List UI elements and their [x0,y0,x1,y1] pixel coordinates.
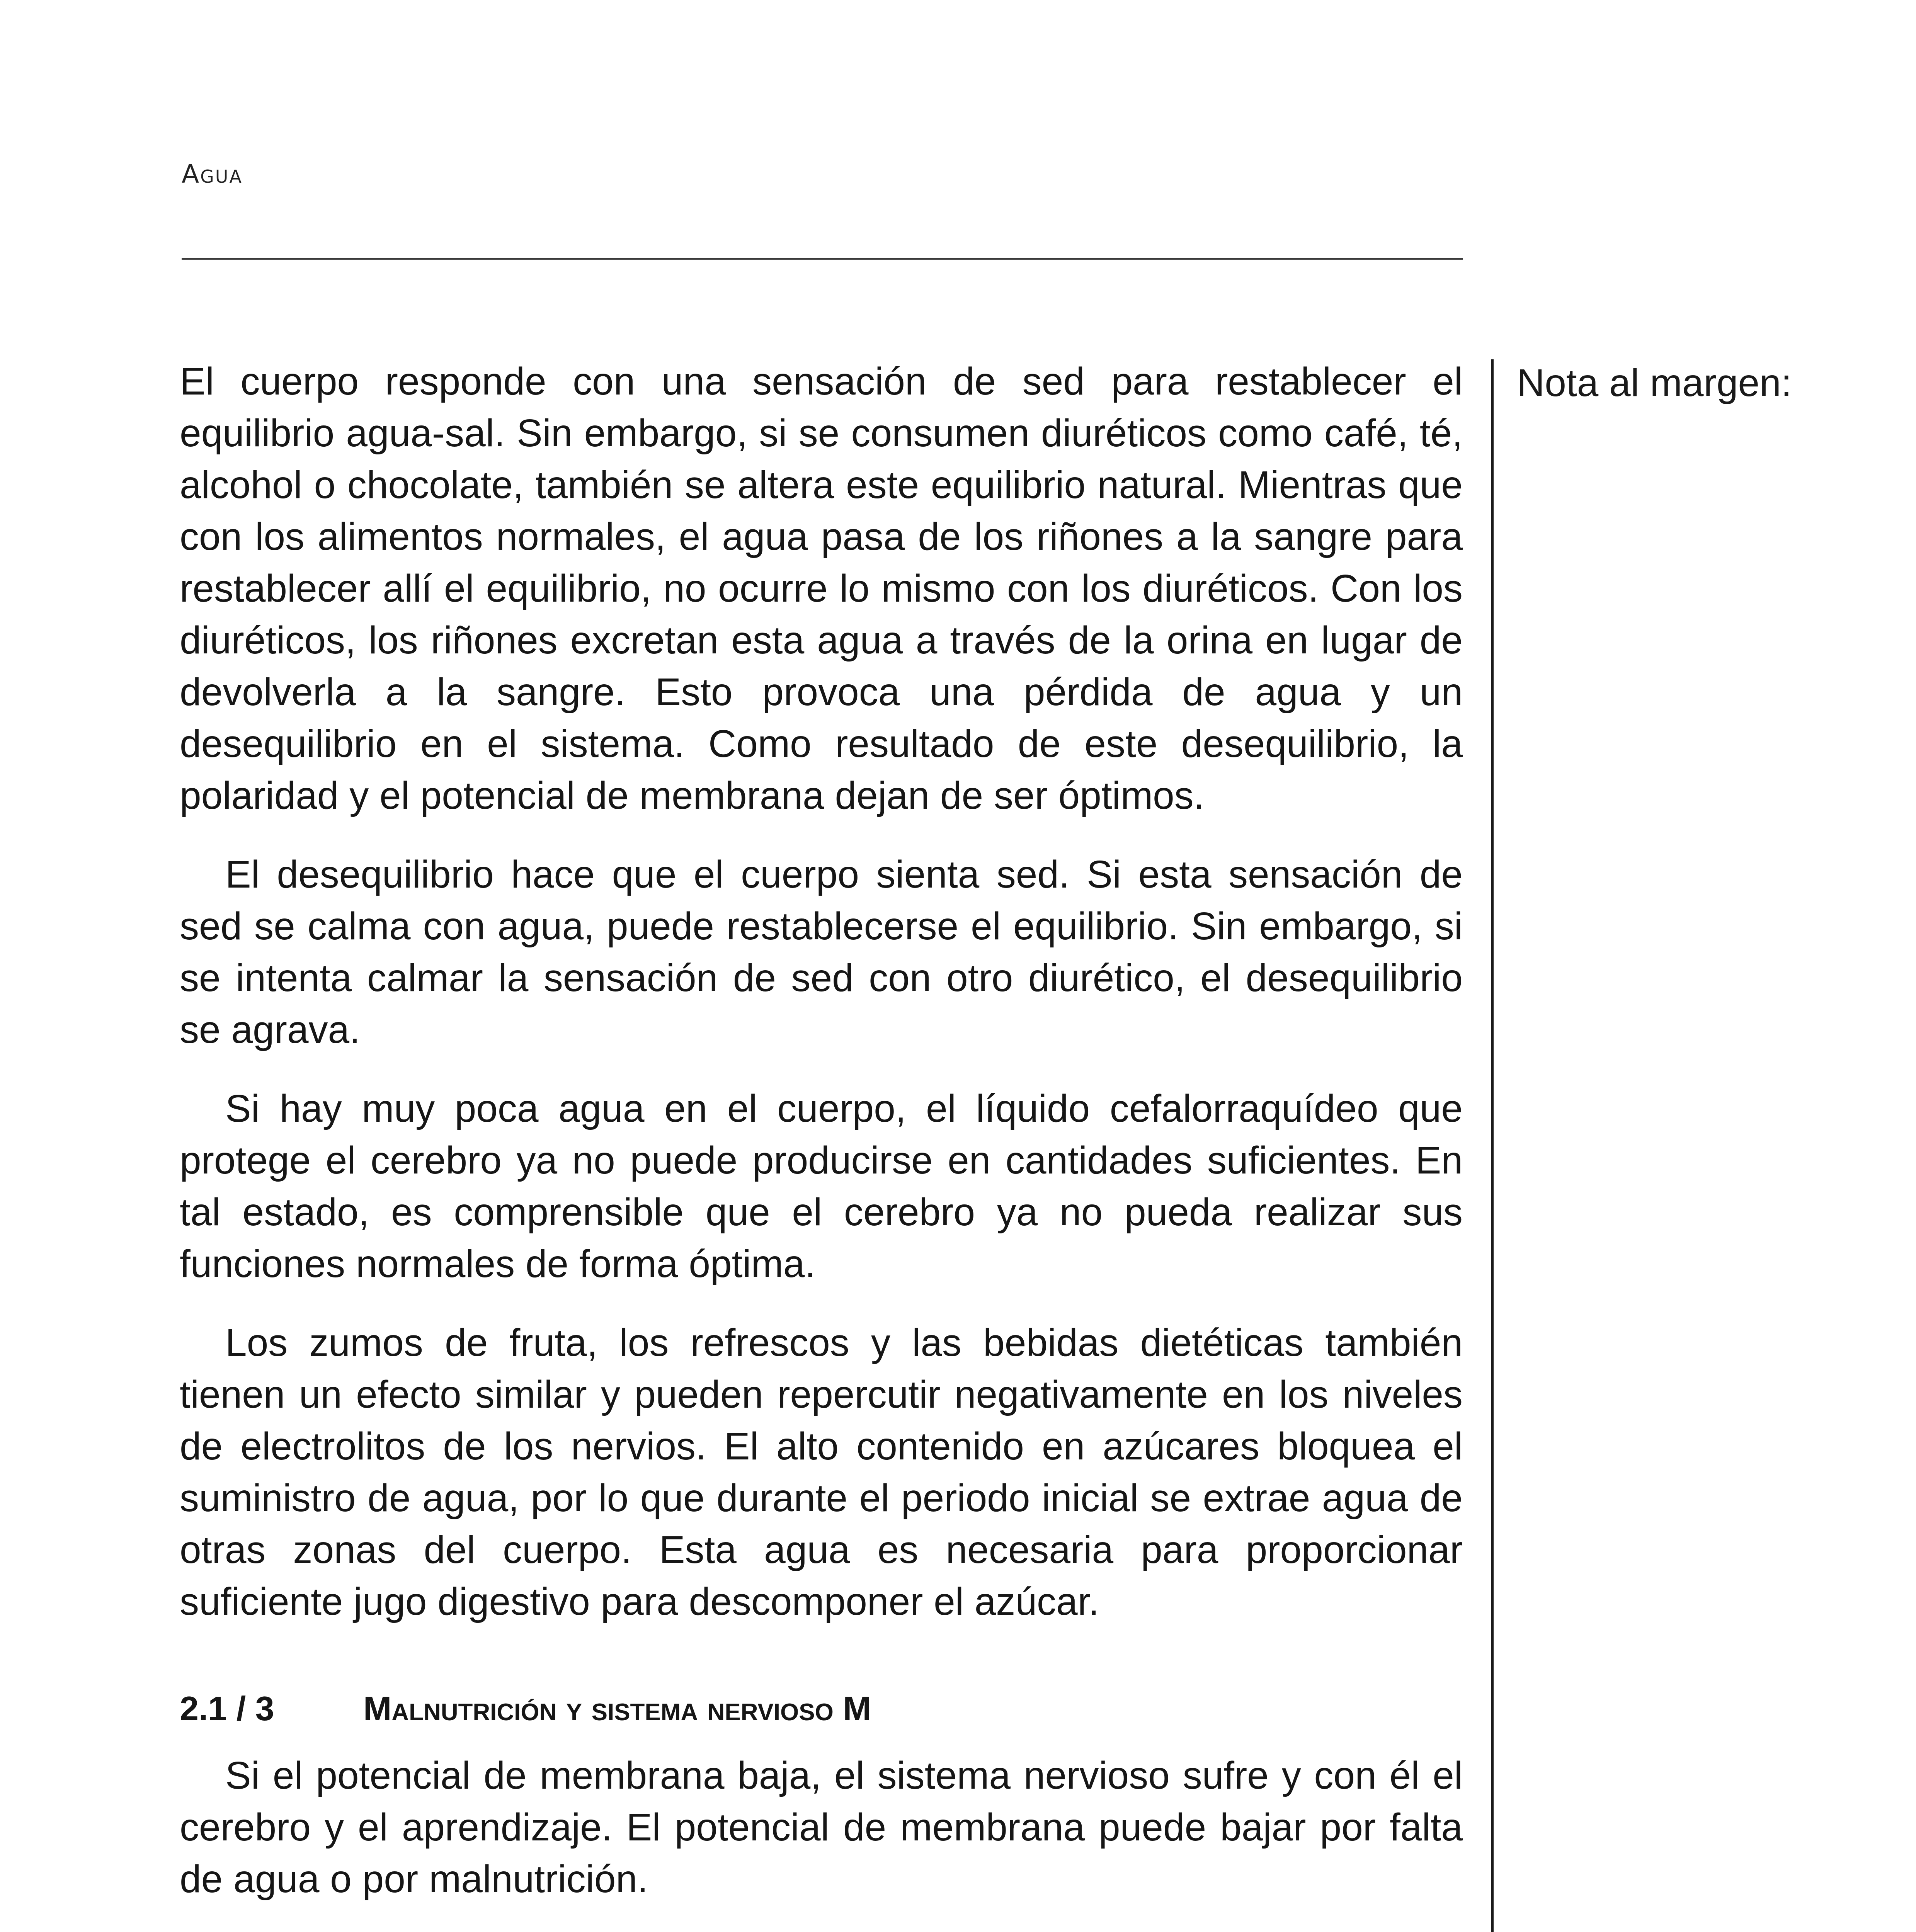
running-head-title: Agua [182,159,243,189]
body-paragraph-1: El cuerpo responde con una sensación de sed para restablecer el equilibrio agua-sal. Sin embargo, si se consumen diuréticos como café, té, alcohol o chocolate, también se altera este equilibrio natural. Mientras que con los alimentos normales, el agua pasa de los riñones a la sangre para restablecer allí el equilibrio, no ocurre lo mismo con los diuréticos. Con los diuréticos, los riñones excretan esta agua a través de la orina en lugar de devolverla a la sangre. Esto provoca una pérdida de agua y un desequilibrio en el sistema. Como resultado de este desequilibrio, la polaridad y el potencial de membrana dejan de ser óptimos. [180,360,1463,817]
body-paragraph-2: El desequilibrio hace que el cuerpo sienta sed. Si esta sensación de sed se calma con agua, puede restablecerse el equilibrio. Sin embargo, si se intenta calmar la sensación de sed con otro diurético, el desequilibrio se agrava. [180,853,1463,1051]
body-paragraph-3: Si hay muy poca agua en el cuerpo, el líquido cefalorraquídeo que protege el cerebro ya no puede producirse en cantidades suficientes. En tal estado, es comprensible que el cerebro ya no pueda realizar sus funciones normales de forma óptima. [180,1087,1463,1286]
section-paragraph-1: Si el potencial de membrana baja, el sistema nervioso sufre y con él el cerebro y el aprendizaje. El potencial de membrana puede bajar por falta de agua o por malnutrición. [180,1754,1463,1901]
main-text-column [180,355,1463,1932]
section-number: 2.1 / 3 [180,1689,274,1728]
body-paragraph-4: Los zumos de fruta, los refrescos y las bebidas dietéticas también tienen un efecto similar y pueden repercutir negativamente en los niveles de electrolitos de los nervios. El alto contenido en azúcares bloquea el suministro de agua, por lo que durante el periodo inicial se extrae agua de otras zonas del cuerpo. Esta agua es necesaria para proporcionar suficiente jugo digestivo para descomponer el azúcar. [180,1321,1463,1623]
section-heading [180,1685,1463,1732]
header-divider [182,258,1463,260]
margin-note-label: Nota al margen: [1517,361,1792,405]
section-title: Malnutrición y sistema nervioso M [363,1689,871,1728]
margin-divider [1491,359,1494,1932]
